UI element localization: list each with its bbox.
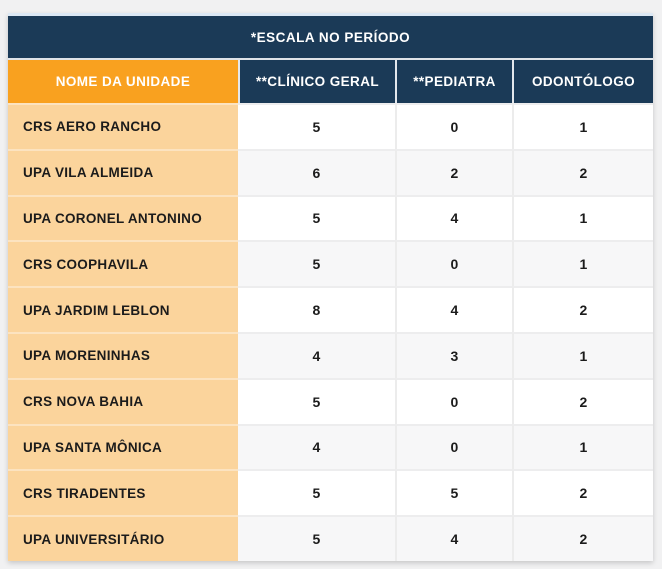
clinico-geral-value-cell: 5	[238, 378, 395, 424]
odontologo-value-cell: 2	[512, 149, 653, 195]
odontologo-value-cell: 1	[512, 240, 653, 286]
table-body	[8, 103, 653, 561]
unit-name-cell: CRS TIRADENTES	[8, 469, 238, 515]
clinico-geral-value-cell: 4	[238, 424, 395, 470]
table-row	[8, 469, 653, 515]
unit-name-cell: CRS AERO RANCHO	[8, 103, 238, 149]
table-row	[8, 103, 653, 149]
unit-name-cell: UPA MORENINHAS	[8, 332, 238, 378]
odontologo-value-cell: 2	[512, 515, 653, 561]
clinico-geral-value-cell: 6	[238, 149, 395, 195]
table-header-row	[8, 60, 653, 103]
table-row	[8, 149, 653, 195]
column-header-nome-da-unidade: NOME DA UNIDADE	[8, 60, 238, 103]
table-title-bar	[8, 16, 653, 60]
clinico-geral-value-cell: 8	[238, 286, 395, 332]
clinico-geral-value-cell: 5	[238, 103, 395, 149]
pediatra-value-cell: 0	[395, 103, 512, 149]
odontologo-value-cell: 2	[512, 286, 653, 332]
unit-name-cell: CRS NOVA BAHIA	[8, 378, 238, 424]
column-header-odontologo: ODONTÓLOGO	[512, 60, 653, 103]
clinico-geral-value-cell: 5	[238, 240, 395, 286]
table-title: *ESCALA NO PERÍODO	[250, 29, 411, 45]
odontologo-value-cell: 1	[512, 195, 653, 241]
table-row	[8, 286, 653, 332]
pediatra-value-cell: 0	[395, 240, 512, 286]
schedule-table	[8, 13, 653, 561]
unit-name-cell: UPA CORONEL ANTONINO	[8, 195, 238, 241]
table-row	[8, 424, 653, 470]
unit-name-cell: UPA JARDIM LEBLON	[8, 286, 238, 332]
pediatra-value-cell: 0	[395, 424, 512, 470]
table-row	[8, 240, 653, 286]
odontologo-value-cell: 1	[512, 424, 653, 470]
clinico-geral-value-cell: 5	[238, 515, 395, 561]
odontologo-value-cell: 2	[512, 469, 653, 515]
unit-name-cell: UPA UNIVERSITÁRIO	[8, 515, 238, 561]
pediatra-value-cell: 5	[395, 469, 512, 515]
odontologo-value-cell: 2	[512, 378, 653, 424]
table-row	[8, 195, 653, 241]
table-row	[8, 378, 653, 424]
table-row	[8, 332, 653, 378]
pediatra-value-cell: 0	[395, 378, 512, 424]
pediatra-value-cell: 4	[395, 286, 512, 332]
unit-name-cell: UPA VILA ALMEIDA	[8, 149, 238, 195]
column-header-clinico-geral: **CLÍNICO GERAL	[238, 60, 395, 103]
table-row	[8, 515, 653, 561]
clinico-geral-value-cell: 5	[238, 195, 395, 241]
clinico-geral-value-cell: 5	[238, 469, 395, 515]
pediatra-value-cell: 2	[395, 149, 512, 195]
clinico-geral-value-cell: 4	[238, 332, 395, 378]
unit-name-cell: CRS COOPHAVILA	[8, 240, 238, 286]
pediatra-value-cell: 4	[395, 515, 512, 561]
column-header-pediatra: **PEDIATRA	[395, 60, 512, 103]
pediatra-value-cell: 4	[395, 195, 512, 241]
odontologo-value-cell: 1	[512, 103, 653, 149]
pediatra-value-cell: 3	[395, 332, 512, 378]
unit-name-cell: UPA SANTA MÔNICA	[8, 424, 238, 470]
odontologo-value-cell: 1	[512, 332, 653, 378]
